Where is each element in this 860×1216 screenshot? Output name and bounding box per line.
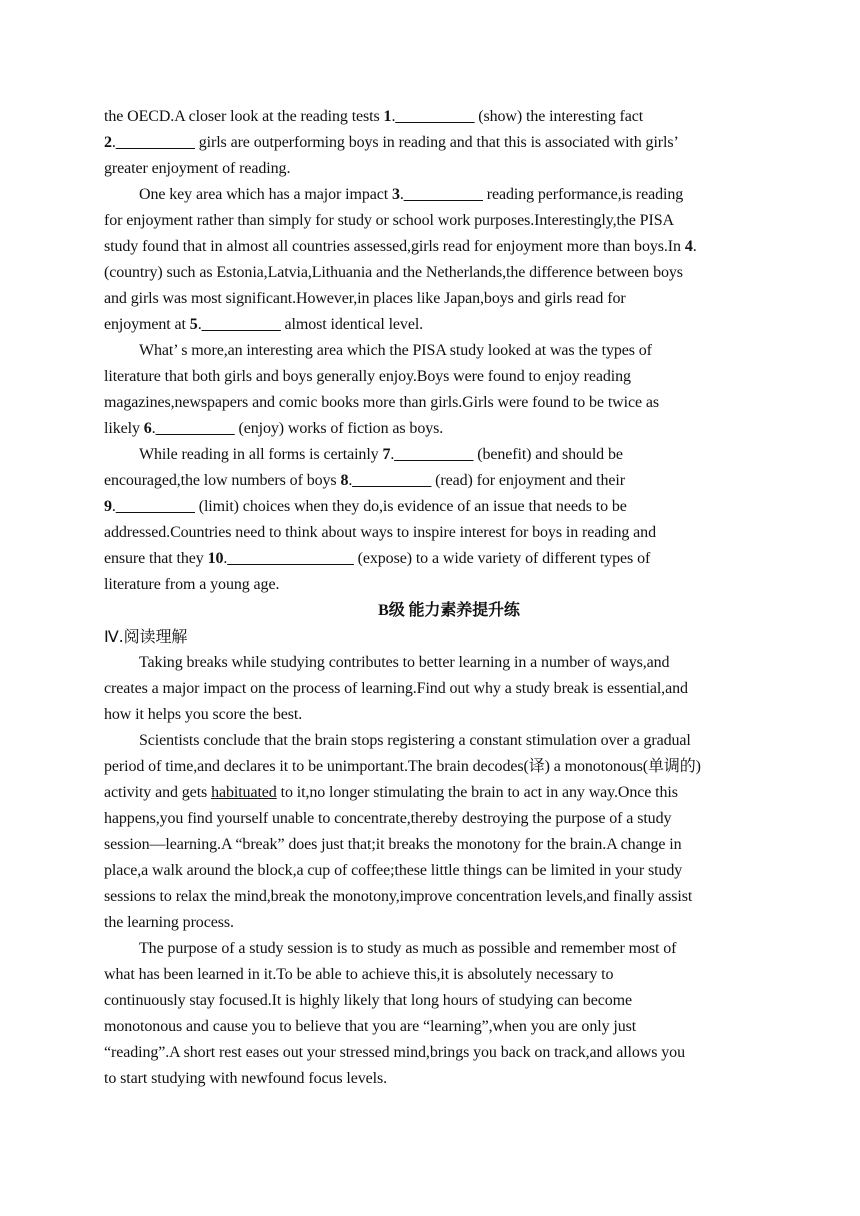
answer-blank[interactable]: __________ — [201, 316, 281, 333]
text-run: Taking breaks while studying contributes to better learning in a number of ways,and — [139, 654, 670, 671]
text-run: (show) the interesting fact — [474, 108, 644, 125]
text-run: how it helps you score the best. — [104, 706, 303, 723]
text-line — [104, 260, 794, 286]
text-line — [104, 962, 794, 988]
text-run: addressed.Countries need to think about ways to inspire interest for boys in reading and — [104, 524, 656, 541]
text-run: and girls was most significant.However,in places like Japan,boys and girls read for — [104, 290, 626, 307]
text-run: . — [223, 550, 228, 567]
text-run: session—learning.A “break” does just that;it breaks the monotony for the brain.A change in — [104, 836, 682, 853]
section-iv-title: Ⅳ.阅读理解 — [104, 627, 188, 646]
text-line — [104, 364, 794, 390]
text-run: (enjoy) works of fiction as boys. — [234, 420, 444, 437]
text-run: . — [348, 472, 353, 489]
text-run: the OECD.A closer look at the reading tests — [104, 108, 384, 125]
text-run: sessions to relax the mind,break the monotony,improve concentration levels,and finally assist — [104, 888, 693, 905]
answer-blank[interactable]: __________ — [115, 498, 195, 515]
text-line — [104, 286, 794, 312]
text-run: ensure that they — [104, 550, 208, 567]
text-line — [104, 884, 794, 910]
text-run: While reading in all forms is certainly — [139, 446, 383, 463]
answer-blank[interactable]: __________ — [352, 472, 432, 489]
text-run: the learning process. — [104, 914, 234, 931]
text-run: The purpose of a study session is to study as much as possible and remember most of — [139, 940, 677, 957]
text-run: girls are outperforming boys in reading and that this is associated with girls’ — [194, 134, 679, 151]
text-line — [104, 1014, 794, 1040]
text-run: happens,you find yourself unable to concentrate,thereby destroying the purpose of a study — [104, 810, 672, 827]
text-line — [104, 390, 794, 416]
text-run: “reading”.A short rest eases out your stressed mind,brings you back on track,and allows you — [104, 1044, 685, 1061]
text-line — [104, 1040, 794, 1066]
text-run: Scientists conclude that the brain stops registering a constant stimulation over a gradual — [139, 732, 691, 749]
text-run: (country) such as Estonia,Latvia,Lithuania and the Netherlands,the difference between boys — [104, 264, 683, 281]
text-run: . — [399, 186, 404, 203]
text-run: . — [151, 420, 156, 437]
text-line — [104, 234, 794, 260]
text-run: monotonous and cause you to believe that you are “learning”,when you are only just — [104, 1018, 637, 1035]
text-line — [104, 130, 794, 156]
text-run: enjoyment at — [104, 316, 190, 333]
text-line — [104, 780, 794, 806]
question-number: 6 — [143, 420, 152, 437]
text-line — [104, 312, 794, 338]
answer-blank[interactable]: __________ — [155, 420, 235, 437]
text-line — [104, 546, 794, 572]
text-run: creates a major impact on the process of learning.Find out why a study break is essential,and — [104, 680, 688, 697]
text-line — [104, 988, 794, 1014]
text-line — [104, 156, 794, 182]
question-number: 3 — [391, 186, 400, 203]
answer-blank[interactable]: ________________ — [227, 550, 354, 567]
text-line — [104, 572, 794, 598]
text-run: One key area which has a major impact — [139, 186, 392, 203]
text-run: . — [390, 446, 395, 463]
text-run: What’ s more,an interesting area which the PISA study looked at was the types of — [139, 342, 652, 359]
text-line — [104, 650, 794, 676]
text-run: (read) for enjoyment and their — [431, 472, 625, 489]
text-line — [104, 754, 794, 780]
question-number: 4 — [684, 238, 693, 255]
cloze-passage — [104, 104, 794, 598]
text-run: study found that in almost all countries assessed,girls read for enjoyment more than boys.In — [104, 238, 685, 255]
answer-blank[interactable]: __________ — [394, 446, 474, 463]
text-run: magazines,newspapers and comic books more than girls.Girls were found to be twice as — [104, 394, 659, 411]
text-run: place,a walk around the block,a cup of coffee;these little things can be limited in your study — [104, 862, 683, 879]
text-line — [104, 936, 794, 962]
text-line — [104, 338, 794, 364]
text-run: . — [692, 238, 697, 255]
text-run: activity and gets — [104, 784, 212, 801]
text-run: greater enjoyment of reading. — [104, 160, 291, 177]
text-run: what has been learned in it.To be able to achieve this,it is absolutely necessary to — [104, 966, 614, 983]
text-run: (benefit) and should be — [473, 446, 623, 463]
question-number: 10 — [207, 550, 224, 567]
text-line — [104, 182, 794, 208]
text-line — [104, 676, 794, 702]
text-line — [104, 858, 794, 884]
text-run: continuously stay focused.It is highly likely that long hours of studying can become — [104, 992, 632, 1009]
text-line — [104, 832, 794, 858]
question-number: 1 — [383, 108, 392, 125]
text-run: . — [391, 108, 396, 125]
text-run: literature that both girls and boys generally enjoy.Boys were found to enjoy reading — [104, 368, 631, 385]
text-run: literature from a young age. — [104, 576, 280, 593]
text-run: encouraged,the low numbers of boys — [104, 472, 341, 489]
text-line — [104, 442, 794, 468]
text-run: for enjoyment rather than simply for study or school work purposes.Interestingly,the PISA — [104, 212, 674, 229]
text-run: period of time,and declares it to be unimportant.The brain decodes(译) a monotonous(单调的) — [104, 758, 701, 775]
reading-passage — [104, 650, 794, 1092]
text-line — [104, 702, 794, 728]
text-line — [104, 520, 794, 546]
text-line — [104, 104, 794, 130]
text-run: . — [111, 498, 116, 515]
underlined-word: habituated — [211, 784, 277, 801]
question-number: 8 — [340, 472, 349, 489]
text-run: . — [111, 134, 116, 151]
section-b-title: B级 能力素养提升练 — [378, 602, 520, 619]
question-number: 9 — [104, 498, 112, 515]
text-run: . — [197, 316, 202, 333]
answer-blank[interactable]: __________ — [403, 186, 483, 203]
text-run: likely — [104, 420, 144, 437]
answer-blank[interactable]: __________ — [115, 134, 195, 151]
text-line — [104, 416, 794, 442]
text-run: almost identical level. — [280, 316, 424, 333]
text-run: (expose) to a wide variety of different types of — [353, 550, 651, 567]
text-line — [104, 728, 794, 754]
text-line — [104, 1066, 794, 1092]
text-line — [104, 468, 794, 494]
answer-blank[interactable]: __________ — [395, 108, 475, 125]
text-line — [104, 494, 794, 520]
question-number: 7 — [382, 446, 391, 463]
text-run: to start studying with newfound focus levels. — [104, 1070, 388, 1087]
question-number: 2 — [104, 134, 112, 151]
text-line — [104, 208, 794, 234]
text-line — [104, 806, 794, 832]
text-line — [104, 910, 794, 936]
text-run: to it,no longer stimulating the brain to act in any way.Once this — [276, 784, 678, 801]
text-run: (limit) choices when they do,is evidence of an issue that needs to be — [194, 498, 627, 515]
text-run: reading performance,is reading — [482, 186, 684, 203]
question-number: 5 — [189, 316, 198, 333]
